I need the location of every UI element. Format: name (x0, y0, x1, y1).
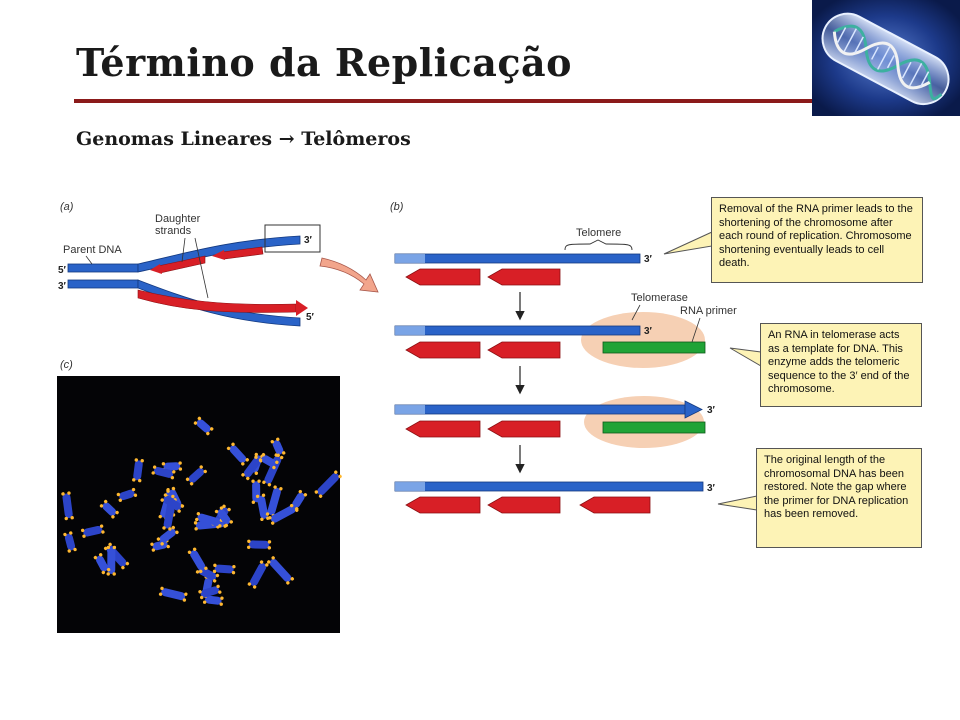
telomerase-label: Telomerase (631, 292, 688, 304)
callout-1-pointer (664, 232, 712, 254)
telomere-dot (112, 572, 115, 575)
rna-primer-label: RNA primer (680, 305, 737, 317)
row1-end-3: 3′ (644, 254, 652, 265)
parent-dna-label: Parent DNA (63, 244, 122, 256)
callout-telomerase-template: An RNA in telomerase acts as a template for DNA. This enzyme adds the telomeric sequence to the 3′ end of the chromosome. (760, 323, 922, 407)
parent-dna-pointer (86, 256, 92, 264)
telomere-dot (106, 572, 109, 575)
slide-subtitle: Genomas Lineares → Telômeros (76, 128, 411, 150)
end-3-right: 3′ (304, 235, 312, 246)
daughter-pointer-2 (195, 238, 208, 298)
parent-dna-duplex (68, 264, 138, 288)
end-5-left: 5′ (58, 265, 66, 276)
daughter-strands-label: Daughter strands (155, 213, 201, 237)
row-2 (395, 305, 705, 368)
panel-c-label: (c) (60, 359, 73, 371)
row4-end-3: 3′ (707, 483, 715, 494)
row-3 (395, 396, 705, 448)
end-3-left: 3′ (58, 281, 66, 292)
callout-length-restored: The original length of the chromosomal DNA has been restored. Note the gap where the primer for DNA replication has been removed. (756, 448, 922, 548)
panel-a-label: (a) (60, 201, 74, 213)
end-5-right: 5′ (306, 312, 314, 323)
zoom-arrow (320, 258, 378, 292)
telomere-dot (107, 546, 110, 549)
telomere-dot (113, 546, 116, 549)
panel-b-label: (b) (390, 201, 404, 213)
callout-primer-removal: Removal of the RNA primer leads to the shortening of the chromosome after each round of replication. Chromosome shortening eventually leads to cell death. (711, 197, 923, 283)
callout-3-pointer (718, 496, 757, 510)
row-4 (395, 482, 703, 513)
row3-end-3: 3′ (707, 405, 715, 416)
callout-2-pointer (730, 348, 761, 366)
telomere-label: Telomere (576, 227, 622, 239)
slide-title: Término da Replicação (76, 40, 572, 85)
row-1 (395, 240, 640, 286)
row2-end-3: 3′ (644, 326, 652, 337)
